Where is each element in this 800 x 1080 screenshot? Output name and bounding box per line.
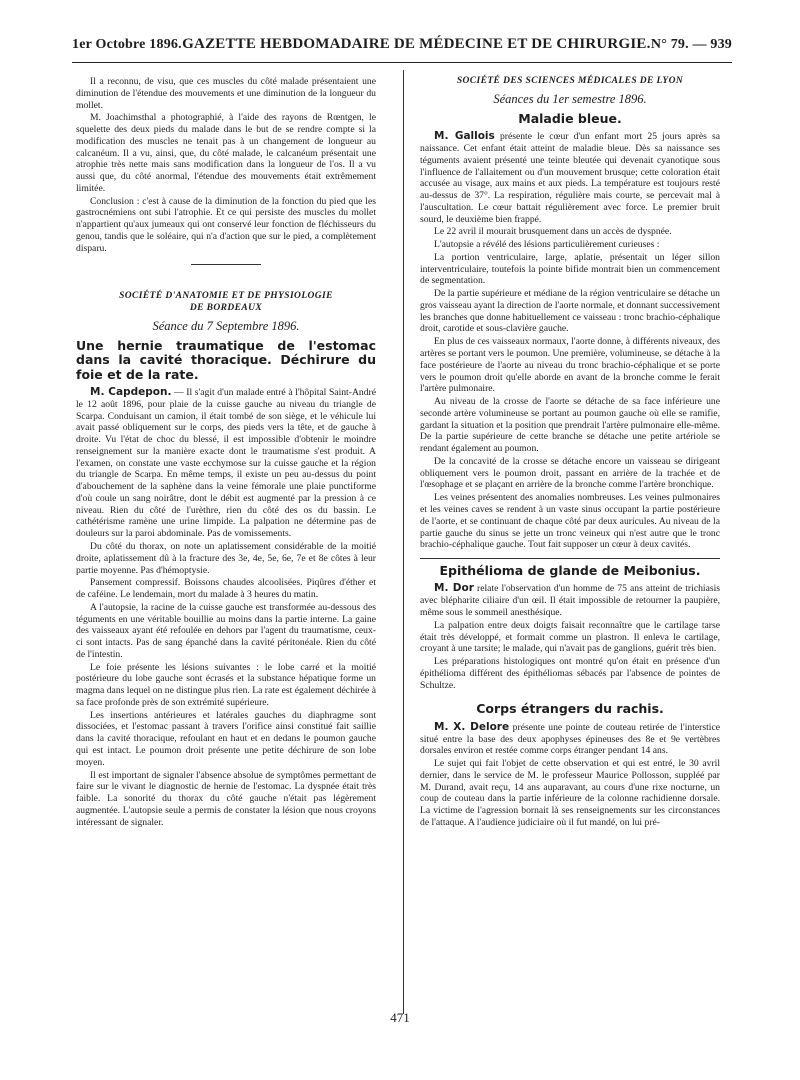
paragraph: Le 22 avril il mourait brusquement dans un accès de dyspnée. [434,226,672,238]
paragraph-text: relate l'observation d'un homme de 75 ans atteint de trichiasis avec blépharite ciliaire d'un œil. Il était impossible de retourner la paupière, même sous le sommeil anesthésique. [420,583,721,618]
left-column [76,76,376,829]
paragraph: Pansement compressif. Boissons chaudes alcoolisées. Piqûres d'éther et de caféine. Le lendemain, mort du malade à 3 heures du matin. [76,577,376,601]
issue-date: 1er Octobre 1896. [72,37,182,52]
paragraph: L'autopsie a révélé des lésions particulièrement curieuses : [434,239,660,251]
paragraph-text: — Il s'agit d'un malade entré à l'hôpital Saint-André le 12 août 1896, pour plaie de la cuisse gauche au niveau du triangle de Scarpa. Conduisant un camion, il était tombé de son siège, et le véhicule lui avait passé obliquement sur le corps, des pieds vers la tête, et de gauche à droite. Vu l'état de choc du blessé, il est impossible d'obtenir le moindre renseignement sur la manière exacte dont le traumatisme s'est produit. A l'examen, on constate une vaste ecchymose sur la cuisse gauche et la région du triangle de Scarpa. En même temps, il existe un peu au-dessus du point d'abouchement de la saphène dans la veine fémorale une plaie punctiforme d'où coule un sang noirâtre, dont le débit est augmenté par la pression à ce niveau. Rien du côté de l'urèthre, rien du côté des os du bassin. Le cathétérisme ramène une urine limpide. La palpation ne détermine pas de douleurs sur la paroi abdominale. Pas de vomissements. [76,387,376,540]
session-date: Séances du 1er semestre 1896. [493,91,647,106]
paragraph-text: présente le cœur d'un enfant mort 25 jours après sa naissance. Cet enfant était atteint de maladie bleue. Dès sa naissance ses téguments avaient présenté une teinte bleutée qui devenait cyanotique sous l'influence de l'allaitement ou d'un mouvement brusque; cette coloration était accusée au visage, aux mains et aux pieds. La température est toujours resté au-dessus de 37°. La respiration, régulière mais courte, se percevait mal à l'auscultation. Le cœur battait régulièrement avec force. Le premier bruit sourd, le deuxième bien frappé. [420,131,721,225]
paragraph: Le sujet qui fait l'objet de cette observation et qui est entré, le 30 avril dernier, dans le service de M. le professeur Maurice Pollosson, suppléé par M. Durand, avait reçu, 14 ans auparavant, au cours d'une rixe nocturne, un coup de couteau dans la partie inférieure de la colonne rachidienne dorsale. La victime de l'agression bornait là ses renseignements sur les circonstances de l'attaque. A l'audience judiciaire où il fut mandé, on lui pré- [420,758,720,828]
speaker-name: M. Capdepon. [90,386,172,399]
speaker-name: M. Gallois [434,130,495,143]
session-date: Séance du 7 Septembre 1896. [152,318,300,333]
paragraph: Conclusion : c'est à cause de la diminution de la fonction du pied que les gastrocnémiens ont subi l'atrophie. Et ce qui persiste des muscles du mollet n'appartient qu'aux jumeaux qui ont conservé leur fonction de fléchisseurs du genou, tandis que le soléaire, qui n'a d'action que sur le pied, a complètement disparu. [76,195,376,254]
speaker-name: M. Dor [434,582,474,595]
section-title: Corps étrangers du rachis. [476,701,664,717]
paragraph-text: présente une pointe de couteau retirée de l'interstice situé entre la base des deux apophyses épineuses des 8e et 9e vertèbres dorsales environ et restée comme corps étranger pendant 14 ans. [420,721,720,757]
page-number: 471 [390,1010,410,1025]
paragraph: En plus de ces vaisseaux normaux, l'aorte donne, à différents niveaux, des artères se portant vers le poumon. Une première, volumineuse, se détache à la face postérieure de l'aorte au niveau du tronc brachio-céphalique et se porte vers le poumon droit qu'elle aborde en avant de la bronche comme le ferait l'artère pulmonaire. [420,336,720,395]
paragraph: La palpation entre deux doigts faisait reconnaître que le cartilage tarse était très développé, et formait comme un plastron. Il enleva le cartilage, croyant à une tarsite; le malade, qui n'avait pas de ganglions, guérit très bien. [420,619,720,655]
header-rule [72,62,732,63]
journal-title: GAZETTE HEBDOMADAIRE DE MÉDECINE ET DE CHIRURGIE. [182,36,651,52]
paragraph: A l'autopsie, la racine de la cuisse gauche est transformée au-dessous des téguments en une véritable bouillie au moins dans la partie interne. La gaine des vaisseaux ayant été refoulée en dehors par l'agent du traumatisme, ceux-ci sont intacts. Pas de sang épanché dans la cavité péritonéale. Rien du côté de l'intestin. [76,601,376,660]
section-title: Une hernie traumatique de l'estomac dans la cavité thoracique. Déchirure du foie et de la rate. [76,337,376,382]
issue-number: N° 79. — 939 [650,37,732,52]
society-title: SOCIÉTÉ D'ANATOMIE ET DE PHYSIOLOGIE [119,291,333,302]
column-divider [403,70,404,1014]
paragraph: De la concavité de la crosse se détache encore un vaisseau se dirigeant obliquement vers le poumon droit, passant en arrière de la trachée et de l'œsophage et se plaçant en arrière de la bronche comme l'artère bronchique. [420,455,720,491]
paragraph: Les insertions antérieures et latérales gauches du diaphragme sont dissociées, et l'estomac passant à travers l'orifice ainsi constitué fait saillie dans la cavité thoracique, refoulant en haut et en dedans le poumon gauche qui est intact. Le poumon droit présente une petite déchirure de son lobe moyen. [76,709,376,768]
paragraph: Les préparations histologiques ont montré qu'on était en présence d'un épithélioma différent des épithéliomas sébacés par l'absence de pointes de Schultze. [420,656,720,691]
section-rule [420,558,720,559]
section-title: Epithélioma de glande de Meibonius. [439,563,701,579]
right-column [420,76,720,830]
paragraph: Il a reconnu, de visu, que ces muscles du côté malade présentaient une diminution de l'étendue des mouvements et une diminution de la longueur du mollet. [76,76,376,111]
paragraph: Les veines présentent des anomalies nombreuses. Les veines pulmonaires et les veines caves se rendent à un vaste sinus occupant la partie postérieure de l'aorte, et se continuant de chaque côté par deux auricules. Au niveau de la partie gauche du sinus se jette un tronc veineux qui n'est autre que le tronc brachio-céphalique gauche. Tout fait supposer un cœur à deux cavités. [420,492,720,551]
society-title-line2: DE BORDEAUX [189,303,263,314]
paragraph: Du côté du thorax, on note un aplatissement considérable de la moitié droite, aplatissement dû à la fracture des 3e, 4e, 5e, 6e, 7e et 8e côtes à leur partie moyenne. Pas d'hémoptysie. [76,541,376,576]
speaker-name: M. X. Delore [434,720,510,733]
paragraph: Il est important de signaler l'absence absolue de symptômes permettant de faire sur le vivant le diagnostic de hernie de l'estomac. La dyspnée était très faible. La sonorité du thorax du côté gauche n'était pas légèrement augmentée. L'autopsie seule a permis de constater la lésion que nous croyons intéressant de signaler. [76,769,376,828]
paragraph: La portion ventriculaire, large, aplatie, présentait un léger sillon interventriculaire, toutefois la pointe bifide montrait bien un commencement de segmentation. [420,251,720,287]
section-title: Maladie bleue. [518,110,622,126]
running-header [72,36,732,60]
paragraph: M. Joachimsthal a photographié, à l'aide des rayons de Rœntgen, le squelette des deux pieds du malade dans le but de se rendre compte si la modification des muscles ne tenait pas à un changement de longueur au calcanéum. Il a vu, ainsi, que, du côté malade, le calcanéum présentait une atrophie très nette mais sans modification dans la longueur de l'os. Il a vu aussi que, du côté anormal, l'étendue des mouvements était extrêmement limitée. [76,112,376,194]
paragraph: Le foie présente les lésions suivantes : le lobe carré et la moitié postérieure du lobe gauche sont écrasés et la substance hépatique forme un magma dans lequel on ne distingue plus rien. La rate est également déchirée à sa face profonde près de son extrémité supérieure. [76,661,376,708]
paragraph: Au niveau de la crosse de l'aorte se détache de sa face inférieure une seconde artère volumineuse se portant au poumon gauche où elle se ramifie, gardant la situation et la position que prendrait l'artère pulmonaire elle-même. De la partie supérieure de cette branche se détache une petite artériole se rendant également au poumon. [420,396,720,455]
society-title: SOCIÉTÉ DES SCIENCES MÉDICALES DE LYON [456,76,684,86]
paragraph: De la partie supérieure et médiane de la région ventriculaire se détache un gros vaisseau ayant la direction de l'aorte normale, et donnant successivement les branches que donne habituellement ce vaisseau : tronc brachio-céphalique droit, carotide et sous-clavière gauche. [420,288,720,335]
